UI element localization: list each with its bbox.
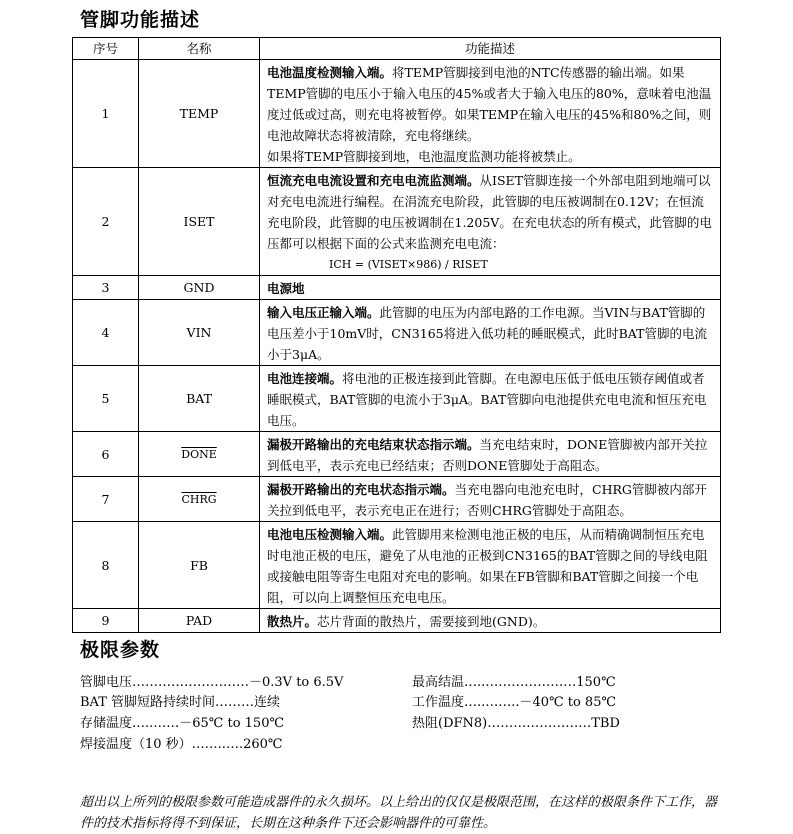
pin-description xyxy=(260,522,721,609)
pin-description xyxy=(260,432,721,477)
table-row xyxy=(73,168,721,276)
description-text: 当充电器向电池充电时，CHRG管脚被内部开关拉到低电平，表示充电正在进行；否则CHRG管脚处于高阻态。 xyxy=(267,482,707,518)
pin-name: ISET xyxy=(139,168,260,276)
pin-function-table xyxy=(72,37,721,633)
description-title: 漏极开路输出的充电结束状态指示端。 xyxy=(267,437,480,452)
description-text: 将TEMP管脚接到电池的NTC传感器的输出端。如果TEMP管脚的电压小于输入电压的45%或者大于输入电压的80%，意味着电池温度过低或过高，则充电将被暂停。如果TEMP在输入电压的45%和80%之间，则电池故障状态将被清除，充电将继续。 xyxy=(267,65,712,143)
description-text: 将电池的正极连接到此管脚。在电源电压低于低电压锁存阈值或者睡眠模式，BAT管脚的电流小于3μA。BAT管脚向电池提供充电电流和恒压充电电压。 xyxy=(267,371,707,428)
limit-item: 热阻(DFN8)……………………TBD xyxy=(412,716,620,731)
table-row xyxy=(73,276,721,300)
description-title: 恒流充电电流设置和充电电流监测端。 xyxy=(267,173,480,188)
pin-name: DONE xyxy=(139,432,260,477)
description-title: 电池温度检测输入端。 xyxy=(267,65,393,80)
pin-description xyxy=(260,276,721,300)
limit-item: BAT 管脚短路持续时间………连续 xyxy=(80,695,281,710)
pin-number: 3 xyxy=(73,276,139,300)
pin-number: 9 xyxy=(73,609,139,633)
pin-description xyxy=(260,300,721,366)
table-row xyxy=(73,60,721,168)
header-name: 名称 xyxy=(139,38,260,60)
pin-description xyxy=(260,609,721,633)
description-text: 当充电结束时，DONE管脚被内部开关拉到低电平，表示充电已经结束；否则DONE管脚处于高阻态。 xyxy=(267,437,708,473)
limit-item: 存储温度…..……－65℃ to 150℃ xyxy=(80,716,285,731)
pin-number: 2 xyxy=(73,168,139,276)
description-text: 此管脚用来检测电池正极的电压，从而精确调制恒压充电时电池正极的电压，避免了从电池的正极到CN3165的BAT管脚之间的导线电阻或接触电阻等寄生电阻对充电的影响。如果在FB管脚和BAT管脚之间接一个电阻，可以向上调整恒压充电电压。 xyxy=(267,527,708,605)
table-row xyxy=(73,366,721,432)
limit-item: 管脚电压………………………－0.3V to 6.5V xyxy=(80,675,344,690)
description-title: 漏极开路输出的充电状态指示端。 xyxy=(267,482,455,497)
pin-name: BAT xyxy=(139,366,260,432)
pin-description xyxy=(260,477,721,522)
pin-number: 5 xyxy=(73,366,139,432)
table-row xyxy=(73,432,721,477)
pin-description xyxy=(260,168,721,276)
description-title: 电池电压检测输入端。 xyxy=(267,527,393,542)
limit-item: 最高结温…..…………………150℃ xyxy=(412,675,616,690)
description-title: 电源地 xyxy=(267,281,305,296)
pin-name: PAD xyxy=(139,609,260,633)
description-text: 从ISET管脚连接一个外部电阻到地端可以对充电电流进行编程。在涓流充电阶段，此管脚的电压被调制在0.12V；在恒流充电阶段，此管脚的电压被调制在1.205V。在充电状态的所有模式，此管脚的电压都可以根据下面的公式来监测充电电流： xyxy=(267,173,712,251)
pin-number: 8 xyxy=(73,522,139,609)
table-row xyxy=(73,300,721,366)
pin-number: 7 xyxy=(73,477,139,522)
pin-name: GND xyxy=(139,276,260,300)
table-header-row xyxy=(73,38,721,60)
pin-name: CHRG xyxy=(139,477,260,522)
table-row xyxy=(73,609,721,633)
pin-number: 4 xyxy=(73,300,139,366)
description-title: 散热片。 xyxy=(267,614,318,629)
section-title-pin-description: 管脚功能描述 xyxy=(80,9,201,31)
description-text: 芯片背面的散热片，需要接到地(GND)。 xyxy=(317,614,546,629)
pin-name: FB xyxy=(139,522,260,609)
header-description: 功能描述 xyxy=(260,38,721,60)
table-row xyxy=(73,522,721,609)
pin-description xyxy=(260,366,721,432)
limit-item: 焊接温度（10 秒）……..….260℃ xyxy=(80,737,283,752)
description-text: 如果将TEMP管脚接到地，电池温度监测功能将被禁止。 xyxy=(267,149,581,164)
description-title: 输入电压正输入端。 xyxy=(267,305,380,320)
header-number: 序号 xyxy=(73,38,139,60)
description-text: 此管脚的电压为内部电路的工作电源。当VIN与BAT管脚的电压差小于10mV时，CN3165将进入低功耗的睡眠模式，此时BAT管脚的电流小于3μA。 xyxy=(267,305,707,362)
description-title: 电池连接端。 xyxy=(267,371,343,386)
pin-description xyxy=(260,60,721,168)
pin-number: 1 xyxy=(73,60,139,168)
pin-name: VIN xyxy=(139,300,260,366)
section-title-absolute-max: 极限参数 xyxy=(80,639,161,661)
table-row xyxy=(73,477,721,522)
pin-name: TEMP xyxy=(139,60,260,168)
limit-item: 工作温度…..……..－40℃ to 85℃ xyxy=(412,695,617,710)
absolute-max-note: 超出以上所列的极限参数可能造成器件的永久损坏。以上给出的仅仅是极限范围，在这样的极限条件下工作，器件的技术指标将得不到保证，长期在这种条件下还会影响器件的可靠性。 xyxy=(80,795,718,831)
charge-current-formula: ICH = (VISET×986) / RISET xyxy=(329,258,488,271)
pin-number: 6 xyxy=(73,432,139,477)
